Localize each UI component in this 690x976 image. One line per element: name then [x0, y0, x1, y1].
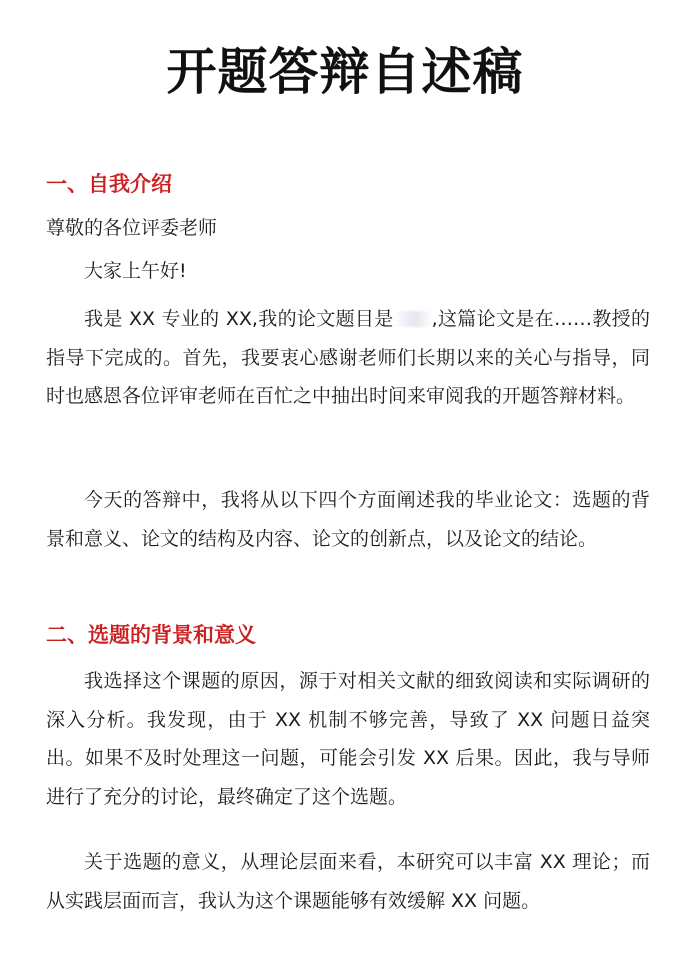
significance-paragraph: 关于选题的意义，从理论层面来看，本研究可以丰富 XX 理论；而从实践层面而言，我认为这个课题能够有效缓解 XX 问题。 — [46, 851, 650, 912]
self-intro-paragraph — [46, 300, 650, 416]
background-paragraph: 我选择这个课题的原因，源于对相关文献的细致阅读和实际调研的深入分析。我发现，由于 XX 机制不够完善，导致了 XX 问题日益突出。如果不及时处理这一问题，可能会引发 XX 后果。因此，我与导师进行了充分的讨论，最终确定了这个选题。 — [46, 670, 650, 808]
redacted-thesis-title — [394, 311, 432, 327]
self-intro-text-after-blank: ,这篇论文是在……教授的指导下完成的。首先，我要衷心感谢老师们长期以来的关心与指导，同时也感恩各位评审老师在百忙之中抽出时间来审阅我的开题答辩材料。 — [46, 308, 650, 407]
defense-outline-paragraph: 今天的答辩中，我将从以下四个方面阐述我的毕业论文：选题的背景和意义、论文的结构及内容、论文的创新点，以及论文的结论。 — [46, 489, 650, 550]
greeting-text: 大家上午好! — [84, 260, 187, 282]
section-heading-background: 二、选题的背景和意义 — [46, 623, 256, 647]
section-heading-self-intro: 一、自我介绍 — [46, 172, 172, 196]
salutation-text: 尊敬的各位评委老师 — [46, 217, 218, 239]
self-intro-text-before-blank: 我是 XX 专业的 XX,我的论文题目是 — [84, 308, 394, 330]
page-title: 开题答辩自述稿 — [166, 43, 524, 101]
